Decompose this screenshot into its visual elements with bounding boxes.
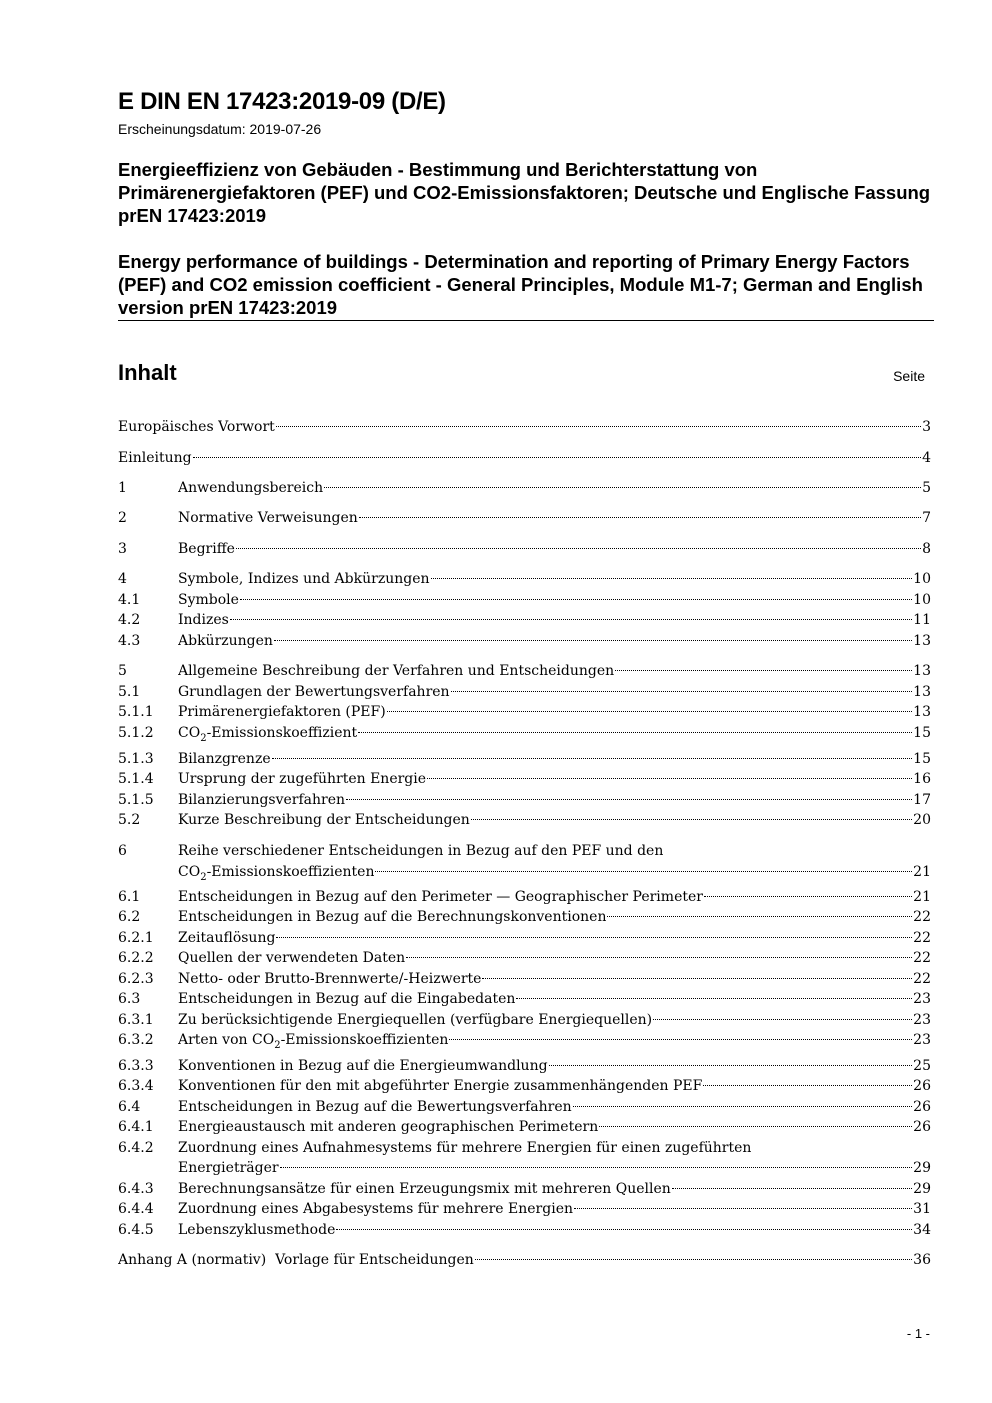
toc-leader <box>672 1188 912 1189</box>
title-english: Energy performance of buildings - Determination and reporting of Primary Energy Factors (PEF) and CO2 emission coefficient - General Principles, Module M1-7; German and English version prEN 17423:2019 <box>118 251 923 318</box>
toc-entry-number: 3 <box>118 541 127 557</box>
toc-entry-page: 25 <box>913 1058 931 1074</box>
toc-entry-title: Einleitung <box>118 450 192 466</box>
toc-leader <box>704 896 912 897</box>
toc-entry-title: Grundlagen der Bewertungsverfahren <box>178 684 450 700</box>
toc-leader <box>607 916 912 917</box>
toc-entry-title: Entscheidungen in Bezug auf den Perimeter — Geographischer Perimeter <box>178 889 703 905</box>
toc-entry-6[interactable] <box>118 861 931 883</box>
toc-entry-number: 2 <box>118 510 127 526</box>
toc-entry-5-1-1[interactable] <box>118 701 931 723</box>
toc-leader <box>230 619 912 620</box>
toc-entry-anhang-a[interactable] <box>118 1249 931 1271</box>
toc-entry-4-1[interactable] <box>118 589 931 611</box>
toc-entry-6-4-1[interactable] <box>118 1116 931 1138</box>
toc-entry-page: 23 <box>913 1032 931 1048</box>
toc-entry-page: 22 <box>913 950 931 966</box>
toc-entry-4-3[interactable] <box>118 630 931 652</box>
toc-entry-title: Europäisches Vorwort <box>118 419 275 435</box>
toc-page-label: Seite <box>893 368 925 384</box>
toc-entry-page: 29 <box>913 1160 931 1176</box>
toc-entry-title: Allgemeine Beschreibung der Verfahren und Entscheidungen <box>178 663 615 679</box>
toc-entry-number: 6 <box>118 843 127 859</box>
toc-entry-5-1-4[interactable] <box>118 768 931 790</box>
toc-leader <box>615 670 912 671</box>
toc-entry-title: Bilanzgrenze <box>178 751 271 767</box>
toc-entry-number: 4.2 <box>118 612 141 628</box>
toc-entry-page: 5 <box>922 480 931 496</box>
toc-leader <box>358 732 912 733</box>
toc-leader <box>451 691 913 692</box>
toc-entry-title: Zuordnung eines Abgabesystems für mehrere Energien <box>178 1201 573 1217</box>
toc-entry-page: 13 <box>913 684 931 700</box>
toc-entry-number: 5.1.4 <box>118 771 154 787</box>
toc-entry-6-2-3[interactable] <box>118 968 931 990</box>
toc-leader <box>240 599 912 600</box>
toc-entry-number: 6.2.2 <box>118 950 154 966</box>
toc-entry-number: 4 <box>118 571 127 587</box>
toc-leader <box>482 978 912 979</box>
toc-entry-6-3-2[interactable] <box>118 1029 931 1051</box>
toc-entry-6-4-5[interactable] <box>118 1219 931 1241</box>
toc-entry-6-2[interactable] <box>118 906 931 928</box>
toc-leader <box>573 1106 913 1107</box>
toc-entry-title: Entscheidungen in Bezug auf die Bewertungsverfahren <box>178 1099 572 1115</box>
publication-date: Erscheinungsdatum: 2019-07-26 <box>118 121 322 137</box>
toc-entry-page: 16 <box>913 771 931 787</box>
toc-entry-number: 6.2.1 <box>118 930 154 946</box>
toc-entry-5-1-3[interactable] <box>118 748 931 770</box>
toc-entry-6-2-2[interactable] <box>118 947 931 969</box>
toc-entry-5-1[interactable] <box>118 681 931 703</box>
toc-entry-page: 22 <box>913 971 931 987</box>
toc-entry-page: 23 <box>913 991 931 1007</box>
toc-entry-title: Normative Verweisungen <box>178 510 358 526</box>
toc-entry-page: 15 <box>913 751 931 767</box>
toc-entry-page: 4 <box>922 450 931 466</box>
toc-entry-5-1-5[interactable] <box>118 789 931 811</box>
toc-entry-number: 6.4.1 <box>118 1119 154 1135</box>
toc-entry-6-1[interactable] <box>118 886 931 908</box>
toc-leader <box>324 487 921 488</box>
toc-entry-title: Zu berücksichtigende Energiequellen (verfügbare Energiequellen) <box>178 1012 653 1028</box>
toc-entry-4[interactable] <box>118 568 931 590</box>
toc-leader <box>276 937 912 938</box>
toc-entry-number: 5 <box>118 663 127 679</box>
toc-entry-title <box>178 722 357 744</box>
toc-entry-number: 5.1.5 <box>118 792 154 808</box>
toc-entry-number: 6.3.4 <box>118 1078 154 1094</box>
document-number: E DIN EN 17423:2019-09 (D/E) <box>118 88 446 115</box>
subscript-2: 2 <box>200 733 207 744</box>
toc-entry-6-3[interactable] <box>118 988 931 1010</box>
toc-entry-title: Zeitauflösung <box>178 930 276 946</box>
toc-entry-2[interactable] <box>118 507 931 529</box>
toc-entry-page: 7 <box>922 510 931 526</box>
page-number: - 1 - <box>906 1326 930 1341</box>
toc-entry-6-4-3[interactable] <box>118 1178 931 1200</box>
toc-entry-page: 22 <box>913 930 931 946</box>
toc-entry-page: 17 <box>913 792 931 808</box>
toc-entry-number: 5.2 <box>118 812 141 828</box>
toc-entry-page: 11 <box>913 612 931 628</box>
toc-entry-1[interactable] <box>118 477 931 499</box>
toc-entry-number: 5.1.2 <box>118 725 154 741</box>
toc-entry-number: 6.2 <box>118 909 141 925</box>
toc-entry-5[interactable] <box>118 660 931 682</box>
toc-entry-6-3-1[interactable] <box>118 1009 931 1031</box>
toc-entry-number: 6.1 <box>118 889 141 905</box>
toc-entry-title: Abkürzungen <box>178 633 273 649</box>
toc-entry-number: 6.2.3 <box>118 971 154 987</box>
toc-entry-title: Ursprung der zugeführten Energie <box>178 771 427 787</box>
toc-entry-6-4-4[interactable] <box>118 1198 931 1220</box>
toc-entry-6-4-2[interactable] <box>118 1157 931 1179</box>
toc-entry-page: 21 <box>913 864 931 880</box>
toc-entry-6-line1[interactable] <box>118 840 931 862</box>
toc-entry-page: 31 <box>913 1201 931 1217</box>
toc-entry-title: Energieaustausch mit anderen geographischen Perimetern <box>178 1119 599 1135</box>
toc-title-part: Arten von CO <box>178 1032 275 1048</box>
toc-entry-3[interactable] <box>118 538 931 560</box>
toc-entry-title: Zuordnung eines Aufnahmesystems für mehrere Energien für einen zugeführten <box>178 1140 752 1156</box>
toc-entry-page: 3 <box>922 419 931 435</box>
table-of-contents <box>118 0 931 1403</box>
toc-leader <box>346 799 912 800</box>
toc-entry-page: 10 <box>913 571 931 587</box>
toc-entry-number: 5.1.3 <box>118 751 154 767</box>
toc-entry-number: 6.4.5 <box>118 1222 154 1238</box>
toc-leader <box>475 1259 912 1260</box>
toc-title-part: CO <box>178 864 201 880</box>
toc-entry-page: 23 <box>913 1012 931 1028</box>
toc-entry-title: Energieträger <box>178 1160 279 1176</box>
toc-entry-title: Kurze Beschreibung der Entscheidungen <box>178 812 470 828</box>
toc-leader <box>276 426 921 427</box>
toc-entry-page: 34 <box>913 1222 931 1238</box>
toc-entry-page: 26 <box>913 1119 931 1135</box>
toc-entry-number: 6.4.3 <box>118 1181 154 1197</box>
toc-entry-page: 22 <box>913 909 931 925</box>
toc-title-part: -Emissionskoeffizienten <box>206 864 375 880</box>
toc-entry-6-3-4[interactable] <box>118 1075 931 1097</box>
toc-leader <box>406 957 912 958</box>
toc-entry-page: 15 <box>913 725 931 741</box>
toc-entry-5-1-2[interactable] <box>118 722 931 744</box>
toc-leader <box>336 1229 912 1230</box>
toc-entry-6-4[interactable] <box>118 1096 931 1118</box>
toc-leader <box>653 1019 912 1020</box>
toc-leader <box>375 871 912 872</box>
toc-entry-number: 6.4.2 <box>118 1140 154 1156</box>
toc-entry-page: 13 <box>913 633 931 649</box>
toc-entry-6-2-1[interactable] <box>118 927 931 949</box>
toc-entry-title: Berechnungsansätze für einen Erzeugungsmix mit mehreren Quellen <box>178 1181 671 1197</box>
toc-entry-number: 6.3.2 <box>118 1032 154 1048</box>
toc-entry-title: Lebenszyklusmethode <box>178 1222 336 1238</box>
toc-entry-title: Konventionen für den mit abgeführter Energie zusammenhängenden PEF <box>178 1078 703 1094</box>
toc-entry-title: Indizes <box>178 612 229 628</box>
subscript-2: 2 <box>274 1040 281 1051</box>
toc-leader <box>574 1208 912 1209</box>
toc-leader <box>236 548 921 549</box>
toc-leader <box>431 578 913 579</box>
toc-entry-number: 5.1.1 <box>118 704 154 720</box>
toc-entry-number: 6.3.3 <box>118 1058 154 1074</box>
toc-leader <box>387 711 912 712</box>
toc-entry-page: 36 <box>913 1252 931 1268</box>
toc-entry-4-2[interactable] <box>118 609 931 631</box>
toc-entry-page: 13 <box>913 663 931 679</box>
toc-entry-page: 29 <box>913 1181 931 1197</box>
toc-entry-number: 6.4 <box>118 1099 141 1115</box>
toc-entry-number: 6.3.1 <box>118 1012 154 1028</box>
toc-entry-number: 1 <box>118 480 127 496</box>
toc-leader <box>449 1039 912 1040</box>
toc-entry-number: 6.4.4 <box>118 1201 154 1217</box>
toc-leader <box>599 1126 912 1127</box>
toc-entry-page: 26 <box>913 1078 931 1094</box>
toc-entry-page: 13 <box>913 704 931 720</box>
toc-entry-title: Primärenergiefaktoren (PEF) <box>178 704 386 720</box>
toc-entry-number: 6.3 <box>118 991 141 1007</box>
toc-entry-5-2[interactable] <box>118 809 931 831</box>
toc-entry-page: 21 <box>913 889 931 905</box>
toc-title-part: -Emissionskoeffizient <box>206 725 358 741</box>
toc-entry-title: Netto- oder Brutto-Brennwerte/-Heizwerte <box>178 971 482 987</box>
toc-leader <box>359 517 921 518</box>
toc-entry-title: Symbole <box>178 592 239 608</box>
toc-entry-title: Symbole, Indizes und Abkürzungen <box>178 571 430 587</box>
toc-entry-title: Reihe verschiedener Entscheidungen in Bezug auf den PEF und den <box>178 843 664 859</box>
toc-entry-page: 10 <box>913 592 931 608</box>
toc-entry-page: 20 <box>913 812 931 828</box>
title-german: Energieeffizienz von Gebäuden - Bestimmung und Berichterstattung von Primärenergiefaktoren (PEF) und CO2-Emissionsfaktoren; Deutsche und Englische Fassung prEN 17423:2019 <box>118 159 931 226</box>
toc-leader <box>427 778 912 779</box>
subscript-2: 2 <box>200 872 207 883</box>
toc-entry-number: 5.1 <box>118 684 141 700</box>
toc-leader <box>516 998 912 999</box>
toc-title-part: CO <box>178 725 201 741</box>
toc-entry-title: Konventionen in Bezug auf die Energieumwandlung <box>178 1058 548 1074</box>
toc-entry-title <box>178 861 374 883</box>
toc-leader <box>549 1065 913 1066</box>
toc-entry-number: 4.3 <box>118 633 141 649</box>
toc-leader <box>272 758 913 759</box>
toc-entry-title <box>178 1029 448 1051</box>
toc-entry-title: Quellen der verwendeten Daten <box>178 950 406 966</box>
toc-entry-title: Entscheidungen in Bezug auf die Berechnungskonventionen <box>178 909 607 925</box>
toc-entry-title: Anhang A (normativ) Vorlage für Entscheidungen <box>118 1252 474 1268</box>
toc-entry-page: 26 <box>913 1099 931 1115</box>
toc-entry-vorwort[interactable] <box>118 416 931 438</box>
toc-leader <box>274 640 912 641</box>
toc-leader <box>280 1167 913 1168</box>
toc-leader <box>471 819 912 820</box>
toc-entry-title: Bilanzierungsverfahren <box>178 792 346 808</box>
toc-entry-number: 4.1 <box>118 592 141 608</box>
toc-heading: Inhalt <box>118 360 177 385</box>
toc-entry-6-3-3[interactable] <box>118 1055 931 1077</box>
toc-entry-title: Anwendungsbereich <box>178 480 324 496</box>
toc-entry-page: 8 <box>922 541 931 557</box>
toc-title-part: -Emissionskoeffizienten <box>280 1032 449 1048</box>
toc-entry-title: Begriffe <box>178 541 235 557</box>
toc-entry-6-4-2-line1[interactable] <box>118 1137 931 1159</box>
toc-entry-einleitung[interactable] <box>118 447 931 469</box>
toc-entry-title: Entscheidungen in Bezug auf die Eingabedaten <box>178 991 516 1007</box>
toc-leader <box>193 457 922 458</box>
toc-leader <box>703 1085 912 1086</box>
